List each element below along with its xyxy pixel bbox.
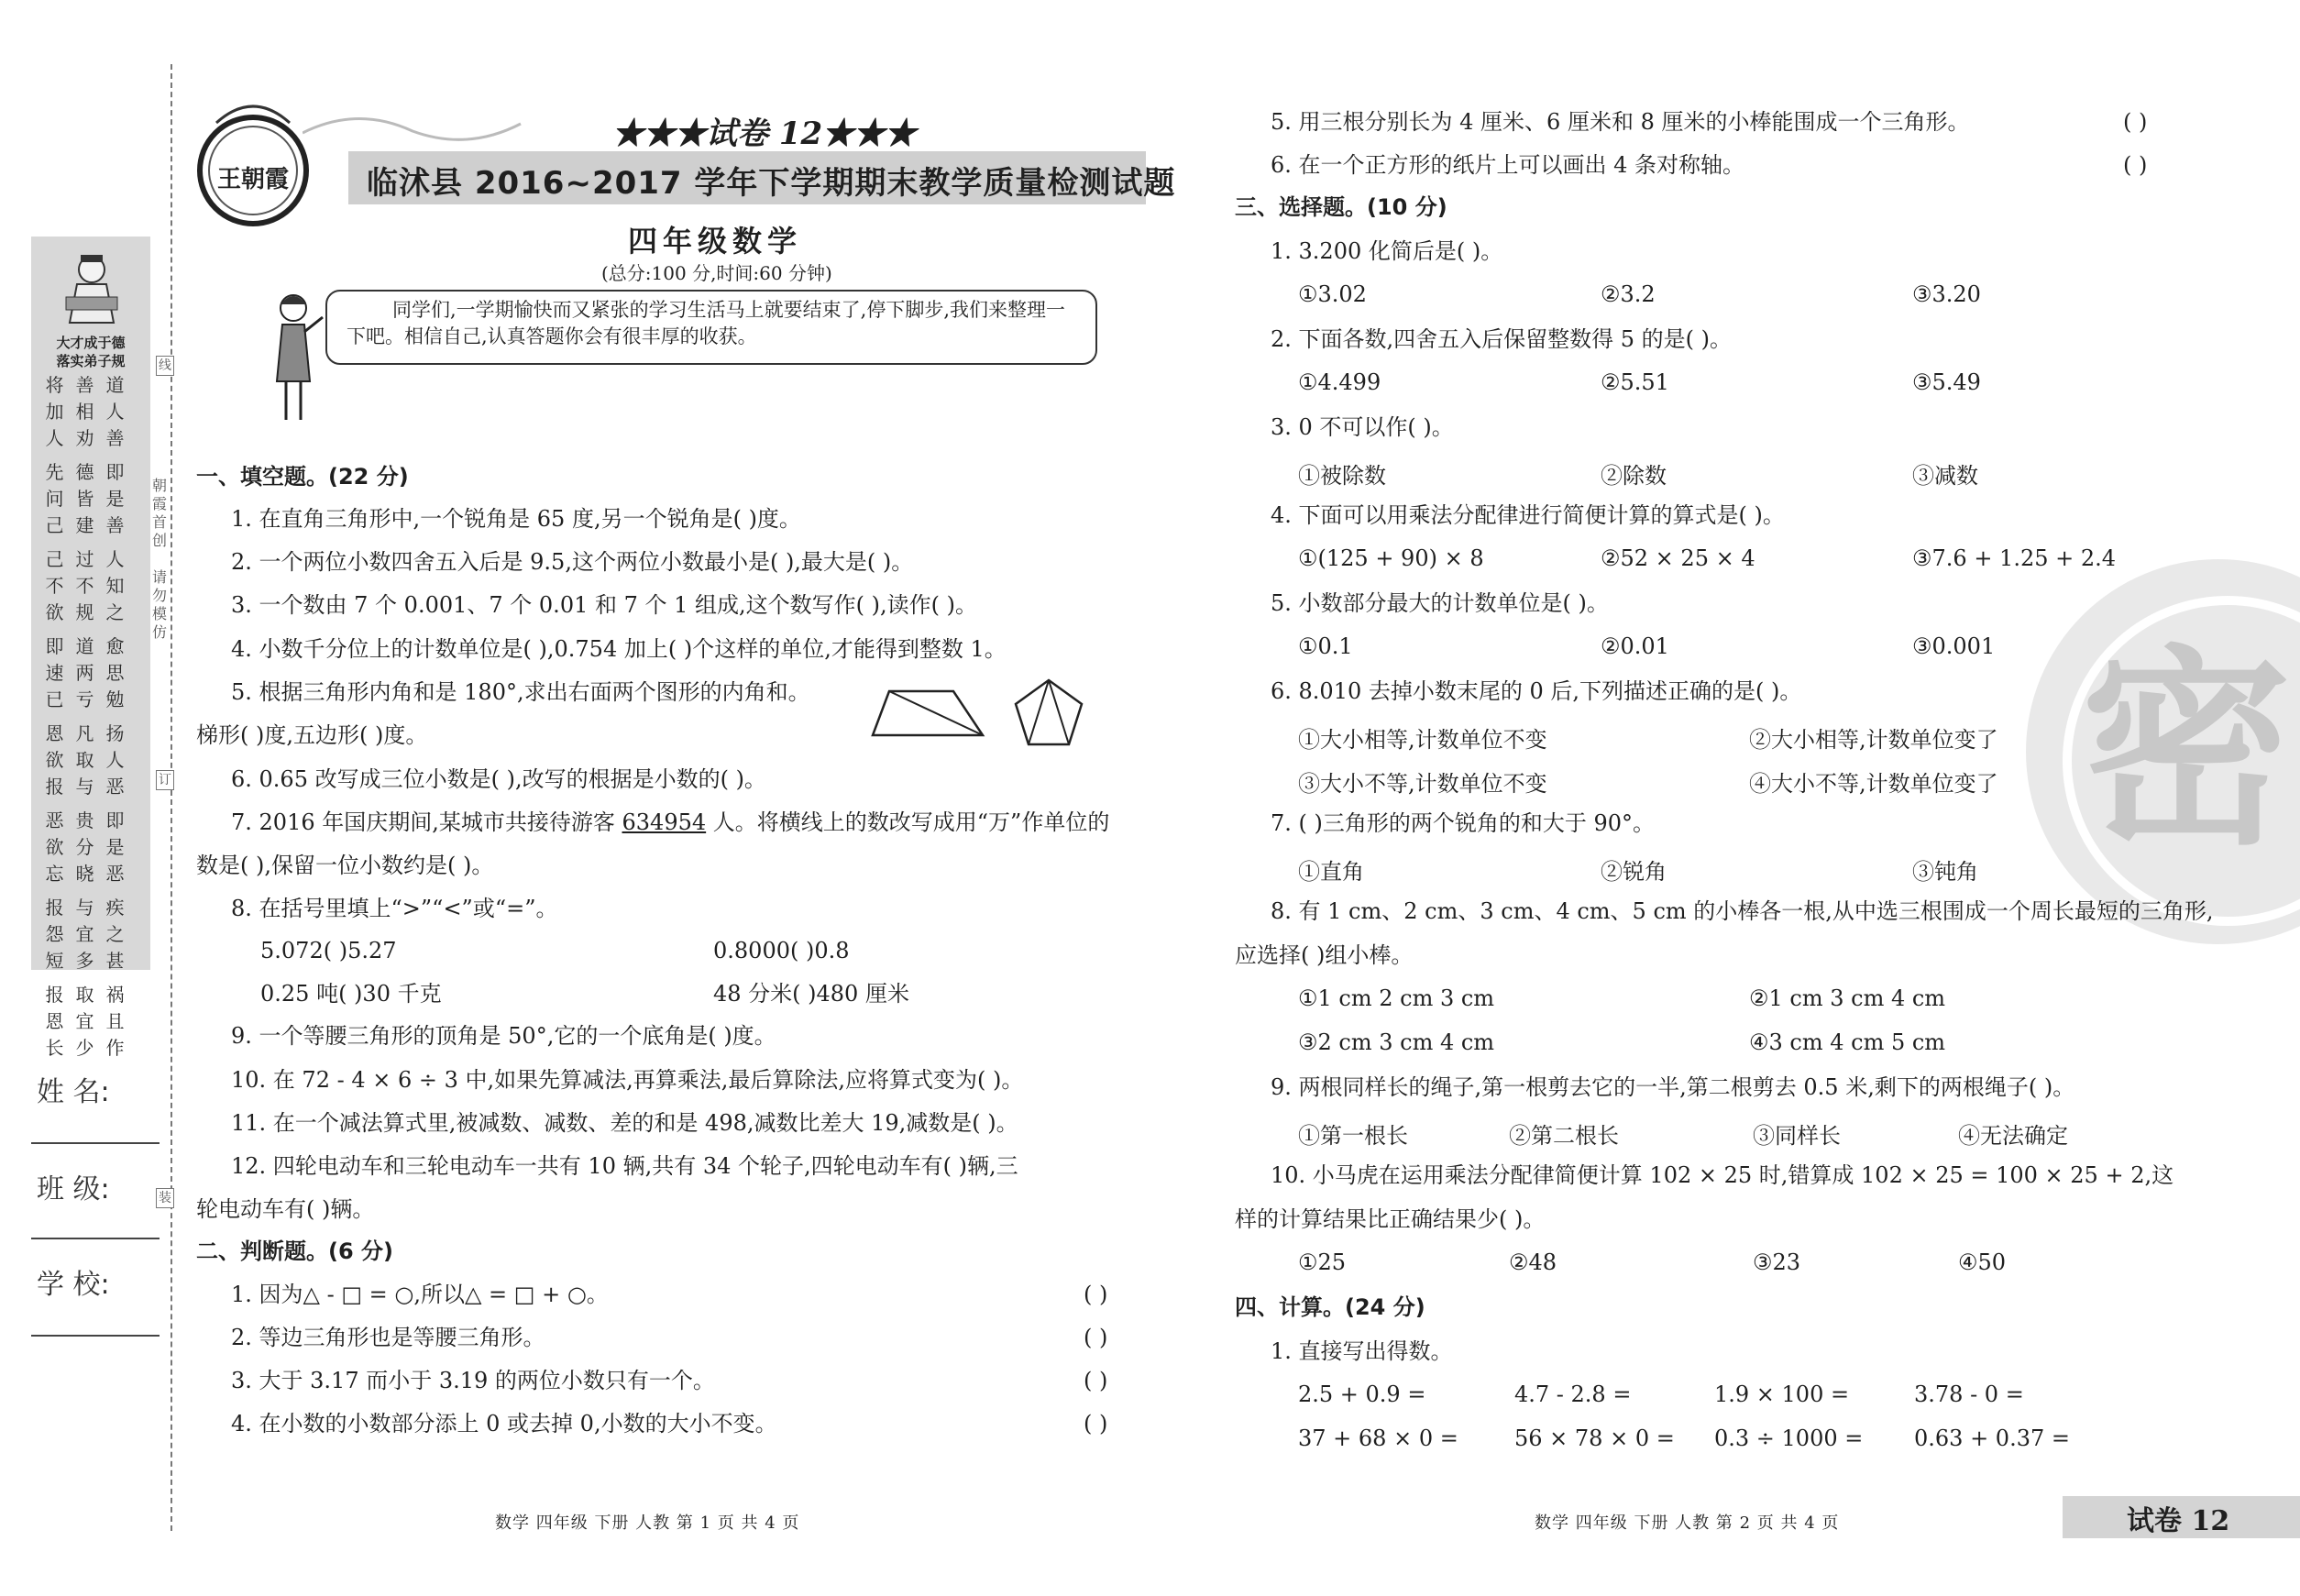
fill-question: 4. 小数千分位上的计数单位是( ),0.754 加上( )个这样的单位,才能得到整数 1。 [231, 636, 1007, 662]
choice-question: 5. 小数部分最大的计数单位是( )。 [1271, 590, 1609, 616]
seal-mark: 线 [156, 356, 174, 376]
subject-title: 四年级数学 [628, 224, 803, 259]
judge-item: 6. 在一个正方形的纸片上可以画出 4 条对称轴。 [1271, 152, 1745, 178]
secret-watermark [2026, 559, 2300, 1018]
choice-question: 9. 两根同样长的绳子,第一根剪去它的一半,第二根剪去 0.5 米,剩下的两根绳子( )。 [1271, 1074, 2075, 1100]
proverb-text: 将善道 加相人 人劝善 先德即 问皆是 己建善 己过人 不不知 欲规之 即道愈 速两思 已亏勉 恩凡扬 欲取人 报与恶 恶贵即 欲分是 忘晓恶 报与疾 怨宜之 短多甚 报取祸 恩宜且 长少作 [45, 374, 137, 1059]
calc-item: 1.9 × 100 = [1714, 1381, 1850, 1407]
answer-paren[interactable]: ( ) [2123, 109, 2148, 135]
footer-paper-badge: 试卷 12 [2127, 1505, 2230, 1537]
fill-question: 6. 0.65 改写成三位小数是( ),改写的根据是小数的( )。 [231, 766, 766, 792]
choice-question: 4. 下面可以用乘法分配律进行简便计算的算式是( )。 [1271, 502, 1785, 528]
option[interactable]: ③5.49 [1912, 369, 1981, 395]
underlined-number: 634954 [622, 809, 707, 835]
choice-question: 10. 小马虎在运用乘法分配律简便计算 102 × 25 时,错算成 102 × 25 = 100 × 25 + 2,这 [1271, 1162, 2174, 1188]
side-note: 朝霞首创 [152, 477, 168, 549]
trapezoid-figure [869, 684, 988, 741]
fill-question: 1. 在直角三角形中,一个锐角是 65 度,另一个锐角是( )度。 [231, 506, 801, 532]
option[interactable]: ③2 cm 3 cm 4 cm [1298, 1029, 1495, 1055]
judge-item: 2. 等边三角形也是等腰三角形。 [231, 1325, 545, 1350]
brand-logo [189, 95, 317, 233]
choice-question: 应选择( )组小棒。 [1235, 942, 1414, 968]
option[interactable]: ①(125 + 90) × 8 [1298, 545, 1484, 571]
sidebar-motto: 大才成于德 落实弟子规 [56, 335, 126, 369]
option[interactable]: ④无法确定 [1958, 1123, 2068, 1149]
school-field[interactable] [31, 1335, 160, 1337]
choice-question: 6. 8.010 去掉小数末尾的 0 后,下列描述正确的是( )。 [1271, 678, 1802, 704]
option[interactable]: ②锐角 [1601, 859, 1667, 885]
option[interactable]: ③减数 [1912, 463, 1978, 489]
pentagon-figure [1012, 677, 1085, 750]
option[interactable]: ②3.2 [1601, 281, 1656, 307]
fill-question: 8. 在括号里填上“>”“<”或“=”。 [231, 896, 558, 921]
judge-item: 3. 大于 3.17 而小于 3.19 的两位小数只有一个。 [231, 1368, 715, 1393]
judge-item: 4. 在小数的小数部分添上 0 或去掉 0,小数的大小不变。 [231, 1411, 777, 1436]
choice-question: 样的计算结果比正确结果少( )。 [1235, 1206, 1546, 1232]
choice-question: 1. 3.200 化简后是( )。 [1271, 238, 1503, 264]
page-footer-left: 数学 四年级 下册 人教 第 1 页 共 4 页 [495, 1513, 800, 1533]
option[interactable]: ④大小不等,计数单位变了 [1749, 771, 1998, 797]
option[interactable]: ①3.02 [1298, 281, 1367, 307]
option[interactable]: ①4.499 [1298, 369, 1381, 395]
seal-mark: 订 [156, 770, 174, 790]
fill-question: 7. 2016 年国庆期间,某城市共接待游客 634954 人。将横线上的数改写成用“万”作单位的 [231, 809, 1110, 835]
calc-item: 4.7 - 2.8 = [1514, 1381, 1632, 1407]
ribbon-decoration [303, 96, 523, 151]
option[interactable]: ④50 [1958, 1249, 2007, 1275]
logo-lettering: 王朝霞 [216, 166, 290, 193]
calc-item: 0.63 + 0.37 = [1914, 1425, 2070, 1451]
option[interactable]: ①第一根长 [1298, 1123, 1408, 1149]
intro-text: 同学们,一学期愉快而又紧张的学习生活马上就要结束了,停下脚步,我们来整理一下吧。相信自己,认真答题你会有很丰厚的收获。 [347, 299, 1066, 347]
choice-question: 2. 下面各数,四舍五入后保留整数得 5 的是( )。 [1271, 326, 1733, 352]
seal-mark: 装 [156, 1188, 174, 1208]
option[interactable]: ③0.001 [1912, 633, 1996, 659]
option[interactable]: ②5.51 [1601, 369, 1669, 395]
option[interactable]: ②0.01 [1601, 633, 1669, 659]
option[interactable]: ①大小相等,计数单位不变 [1298, 727, 1547, 753]
scholar-figure-icon [50, 242, 134, 326]
exam-title: 临沭县 2016~2017 学年下学期期末教学质量检测试题 [367, 165, 1176, 202]
option[interactable]: ③23 [1753, 1249, 1801, 1275]
answer-paren[interactable]: ( ) [1084, 1282, 1108, 1307]
name-label: 姓 名: [37, 1076, 110, 1108]
option[interactable]: ①0.1 [1298, 633, 1353, 659]
calc-item: 3.78 - 0 = [1914, 1381, 2024, 1407]
class-label: 班 级: [37, 1173, 110, 1205]
choice-question: 8. 有 1 cm、2 cm、3 cm、4 cm、5 cm 的小棒各一根,从中选三根围成一个周长最短的三角形, [1271, 898, 2214, 924]
calc-subtitle: 1. 直接写出得数。 [1271, 1338, 1453, 1364]
option[interactable]: ②48 [1509, 1249, 1557, 1275]
answer-paren[interactable]: ( ) [2123, 152, 2148, 178]
cut-line [171, 64, 172, 1531]
answer-paren[interactable]: ( ) [1084, 1411, 1108, 1436]
answer-paren[interactable]: ( ) [1084, 1368, 1108, 1393]
option[interactable]: ③同样长 [1753, 1123, 1841, 1149]
option[interactable]: ③钝角 [1912, 859, 1978, 885]
choice-question: 3. 0 不可以作( )。 [1271, 414, 1454, 440]
option[interactable]: ②第二根长 [1509, 1123, 1619, 1149]
fill-question: 数是( ),保留一位小数约是( )。 [196, 853, 494, 878]
fill-question: 梯形( )度,五边形( )度。 [196, 722, 428, 748]
option[interactable]: ①1 cm 2 cm 3 cm [1298, 985, 1495, 1011]
name-field[interactable] [31, 1142, 160, 1144]
option[interactable]: ③7.6 + 1.25 + 2.4 [1912, 545, 2117, 571]
fill-question: 12. 四轮电动车和三轮电动车一共有 10 辆,共有 34 个轮子,四轮电动车有( )辆,三 [231, 1153, 1018, 1179]
option[interactable]: ③大小不等,计数单位不变 [1298, 771, 1547, 797]
section-judge-title: 二、判断题。(6 分) [196, 1238, 393, 1264]
option[interactable]: ②大小相等,计数单位变了 [1749, 727, 1998, 753]
side-note: 请勿模仿 [152, 568, 168, 641]
judge-item: 1. 因为△ - □ = ○,所以△ = □ + ○。 [231, 1282, 609, 1307]
option[interactable]: ④3 cm 4 cm 5 cm [1749, 1029, 1946, 1055]
binding-sidebar [31, 237, 150, 1059]
fill-question: 10. 在 72 - 4 × 6 ÷ 3 中,如果先算减法,再算乘法,最后算除法,应将算式变为( )。 [231, 1067, 1024, 1093]
class-field[interactable] [31, 1238, 160, 1239]
compare-item: 0.8000( )0.8 [713, 938, 850, 963]
compare-item: 5.072( )5.27 [260, 938, 397, 963]
judge-item: 5. 用三根分别长为 4 厘米、6 厘米和 8 厘米的小棒能围成一个三角形。 [1271, 109, 1970, 135]
school-label: 学 校: [37, 1269, 110, 1301]
option[interactable]: ③3.20 [1912, 281, 1981, 307]
option[interactable]: ①被除数 [1298, 463, 1386, 489]
fill-question: 11. 在一个减法算式里,被减数、减数、差的和是 498,减数比差大 19,减数是( )。 [231, 1110, 1018, 1136]
watermark-glyph: 密 [2081, 629, 2293, 874]
calc-item: 56 × 78 × 0 = [1514, 1425, 1675, 1451]
option[interactable]: ①25 [1298, 1249, 1347, 1275]
page-footer-right: 数学 四年级 下册 人教 第 2 页 共 4 页 [1535, 1513, 1840, 1533]
calc-item: 0.3 ÷ 1000 = [1714, 1425, 1864, 1451]
paper-number: ★★★试卷 12★★★ [612, 116, 917, 152]
section-fill-title: 一、填空题。(22 分) [196, 464, 409, 490]
compare-item: 0.25 吨( )30 千克 [260, 981, 442, 1007]
teacher-figure-icon [262, 290, 326, 427]
compare-item: 48 分米( )480 厘米 [713, 981, 909, 1007]
calc-item: 37 + 68 × 0 = [1298, 1425, 1458, 1451]
score-time-note: (总分:100 分,时间:60 分钟) [601, 262, 832, 284]
section-calc-title: 四、计算。(24 分) [1235, 1294, 1425, 1320]
option[interactable]: ②52 × 25 × 4 [1601, 545, 1755, 571]
choice-question: 7. ( )三角形的两个锐角的和大于 90°。 [1271, 810, 1656, 836]
section-choice-title: 三、选择题。(10 分) [1235, 194, 1447, 220]
option[interactable]: ①直角 [1298, 859, 1364, 885]
fill-question: 2. 一个两位小数四舍五入后是 9.5,这个两位小数最小是( ),最大是( )。 [231, 549, 914, 575]
fill-question: 9. 一个等腰三角形的顶角是 50°,它的一个底角是( )度。 [231, 1023, 776, 1049]
fill-question: 轮电动车有( )辆。 [196, 1196, 375, 1222]
option[interactable]: ②除数 [1601, 463, 1667, 489]
fill-question: 3. 一个数由 7 个 0.001、7 个 0.01 和 7 个 1 组成,这个数写作( ),读作( )。 [231, 592, 978, 618]
calc-item: 2.5 + 0.9 = [1298, 1381, 1426, 1407]
answer-paren[interactable]: ( ) [1084, 1325, 1108, 1350]
option[interactable]: ②1 cm 3 cm 4 cm [1749, 985, 1946, 1011]
fill-question: 5. 根据三角形内角和是 180°,求出右面两个图形的内角和。 [231, 679, 810, 705]
